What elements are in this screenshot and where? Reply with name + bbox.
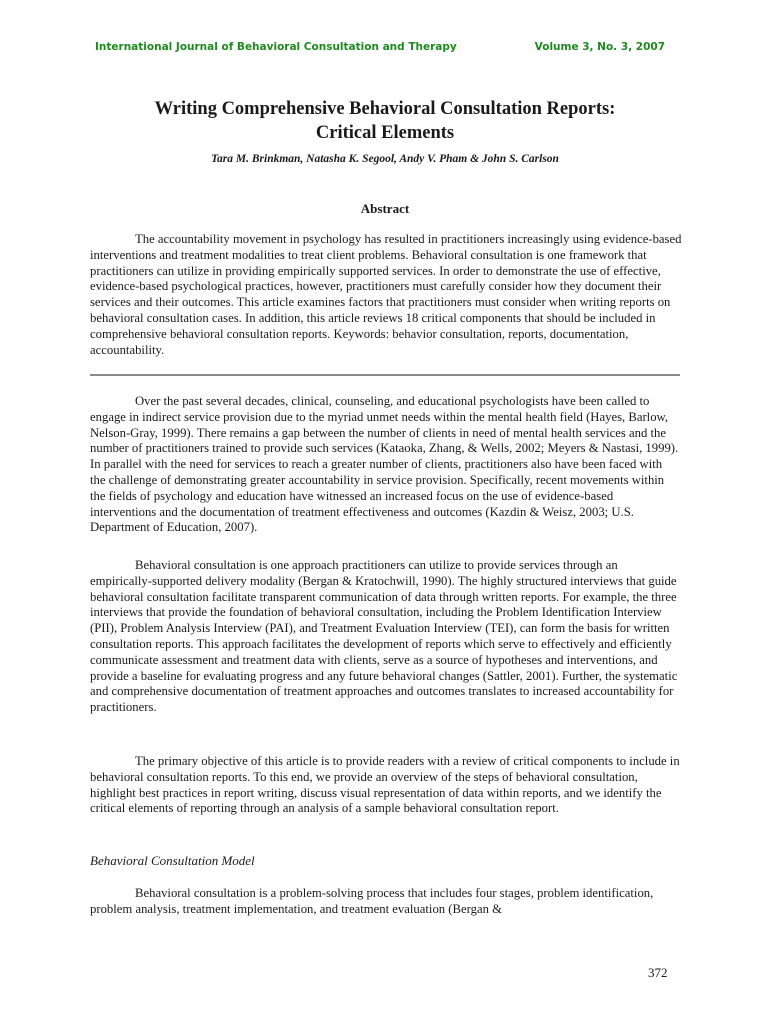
title-line-2: Critical Elements (315, 123, 455, 143)
journal-name: International Journal of Behavioral Consultation and Therapy (95, 41, 457, 53)
body-paragraph-4: Behavioral consultation is a problem-solving process that includes four stages, problem identification, problem analysis, treatment implementation, and treatment evaluation (Bergan & (90, 886, 654, 916)
title-line-1: Writing Comprehensive Behavioral Consultation Reports: (154, 99, 616, 119)
body-paragraph-3: The primary objective of this article is to provide readers with a review of critical components to include in behavioral consultation reports. To this end, we provide an overview of the steps of behavioral consultation, highlight best practices in report writing, discuss visual representation of data within reports, and we identify the critical elements of reporting through an analysis of a sample behavioral consultation report. (90, 754, 680, 816)
section-divider (90, 374, 680, 376)
section-subheading: Behavioral Consultation Model (90, 853, 255, 868)
body-paragraph-1: Over the past several decades, clinical, counseling, and educational psychologists have been called to engage in indirect service provision due to the myriad unmet needs within the mental health field (Hayes, Barlow, Nelson-Gray, 1999). There remains a gap between the number of clients in need of mental health services and the number of practitioners trained to provide such services (Kataoka, Zhang, & Wells, 2002; Meyers & Nastasi, 1999). In parallel with the need for services to reach a greater number of clients, practitioners also have been faced with the challenge of demonstrating greater accountability in service provision. Specifically, recent movements within the fields of psychology and education have witnessed an increased focus on the use of evidence-based interventions and the documentation of treatment effectiveness and outcomes (Kazdin & Weisz, 2003; U.S. Department of Education, 2007). (90, 394, 679, 535)
body-paragraph-2: Behavioral consultation is one approach practitioners can utilize to provide services through an empirically-supported delivery modality (Bergan & Kratochwill, 1990). The highly structured interviews that guide behavioral consultation facilitate transparent communication of data through written reports. For example, the three interviews that provide the foundation of behavioral consultation, including the Problem Identification Interview (PII), Problem Analysis Interview (PAI), and Treatment Evaluation Interview (TEI), can form the basis for written consultation reports. This approach facilitates the development of reports which serve to effectively and efficiently communicate assessment and treatment data with clients, serve as a source of hypotheses and interventions, and provide a baseline for evaluating progress and any future behavioral changes (Sattler, 2001). Further, the systematic and comprehensive documentation of treatment approaches and outcomes translates to increased accountability for practitioners. (90, 558, 678, 715)
paper-title (90, 97, 680, 145)
abstract-heading: Abstract (360, 201, 410, 216)
page-number: 372 (648, 965, 668, 980)
running-head (95, 41, 665, 53)
abstract-text: The accountability movement in psychology has resulted in practitioners increasingly using evidence-based interventions and treatment modalities to treat client problems. Behavioral consultation is one framework that practitioners can utilize in providing empirically supported services. In order to demonstrate the use of effective, evidence-based psychological practices, however, practitioners must carefully consider how they document their services and their outcomes. This article examines factors that practitioners must consider when writing reports on behavioral consultation cases. In addition, this article reviews 18 critical components that should be included in comprehensive behavioral consultation reports. Keywords: behavior consultation, reports, documentation, accountability. (90, 232, 682, 357)
author-list: Tara M. Brinkman, Natasha K. Segool, Andy V. Pham & John S. Carlson (211, 153, 559, 165)
volume-info: Volume 3, No. 3, 2007 (534, 41, 665, 53)
